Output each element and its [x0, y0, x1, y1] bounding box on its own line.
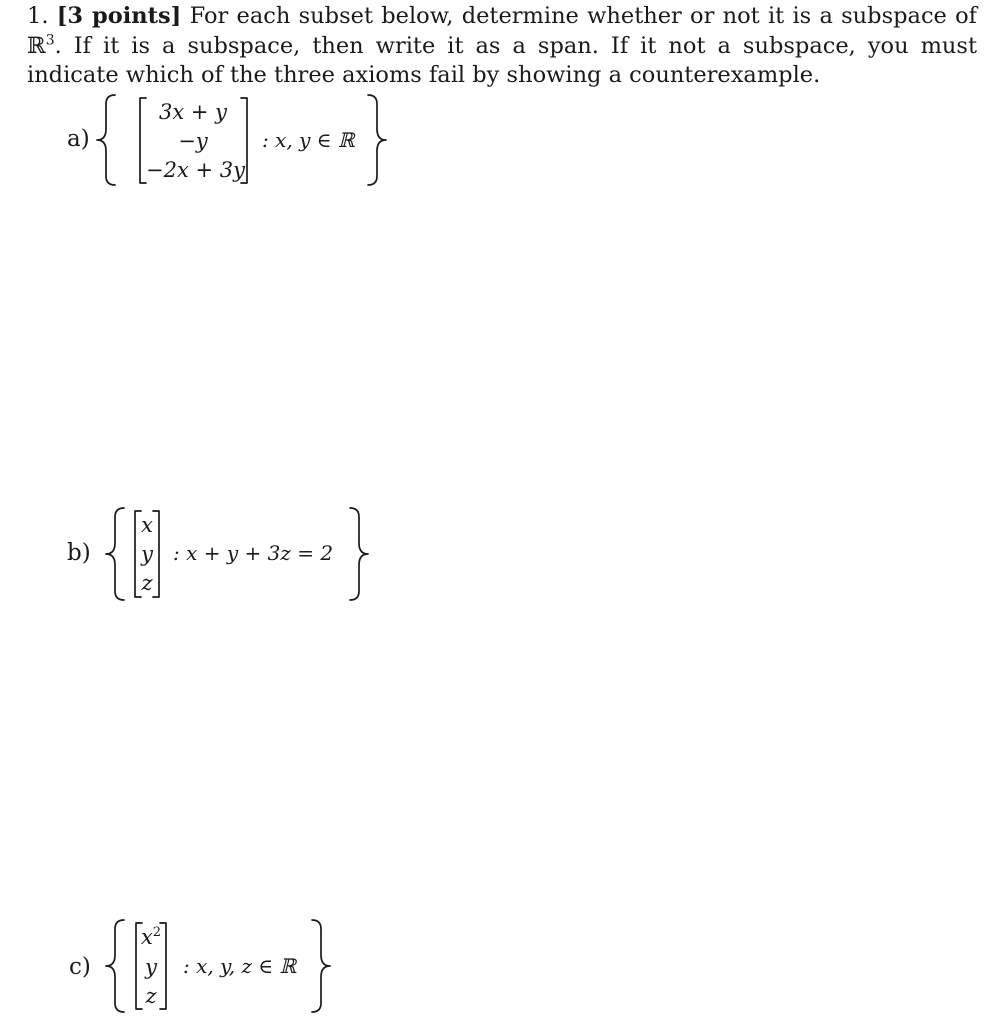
problem-number: 1.	[27, 3, 49, 29]
part-b-entry-x: x	[141, 513, 153, 537]
part-c-entry-z: z	[145, 984, 157, 1008]
part-b-entry-z: z	[141, 571, 153, 595]
part-a-condition: : x, y ∈ ℝ	[262, 128, 355, 152]
part-b-label: b)	[67, 540, 91, 566]
part-b-entry-y: y	[141, 542, 153, 566]
problem-instructions: . If it is a subspace, then write it as a span. If it not a subspace, you must indicate which of the three axioms fail by showing a counterexample.	[27, 32, 977, 88]
problem-intro: For each subset below, determine whether or not it is a subspace of ℝ	[27, 3, 977, 59]
problem-points: [3 points]	[56, 3, 182, 29]
part-c-entry-y: y	[145, 955, 157, 979]
part-a-entry-2: −y	[178, 129, 208, 153]
part-c-right-brace	[312, 920, 330, 1012]
problem-exponent: 3	[45, 32, 55, 48]
part-c-condition: : x, y, z ∈ ℝ	[183, 954, 297, 978]
part-a-entry-3: −2x + 3y	[146, 158, 245, 182]
part-c-entry-x-base: x	[140, 925, 153, 949]
part-a-entry-1: 3x + y	[158, 100, 227, 124]
part-c-left-brace	[106, 920, 124, 1012]
part-b-condition: : x + y + 3z = 2	[173, 541, 334, 565]
part-a-label: a)	[67, 126, 90, 152]
part-c-label: c)	[69, 954, 91, 980]
part-c-entry-x-squared	[137, 925, 165, 949]
part-c-entry-x-exp: 2	[152, 925, 162, 940]
